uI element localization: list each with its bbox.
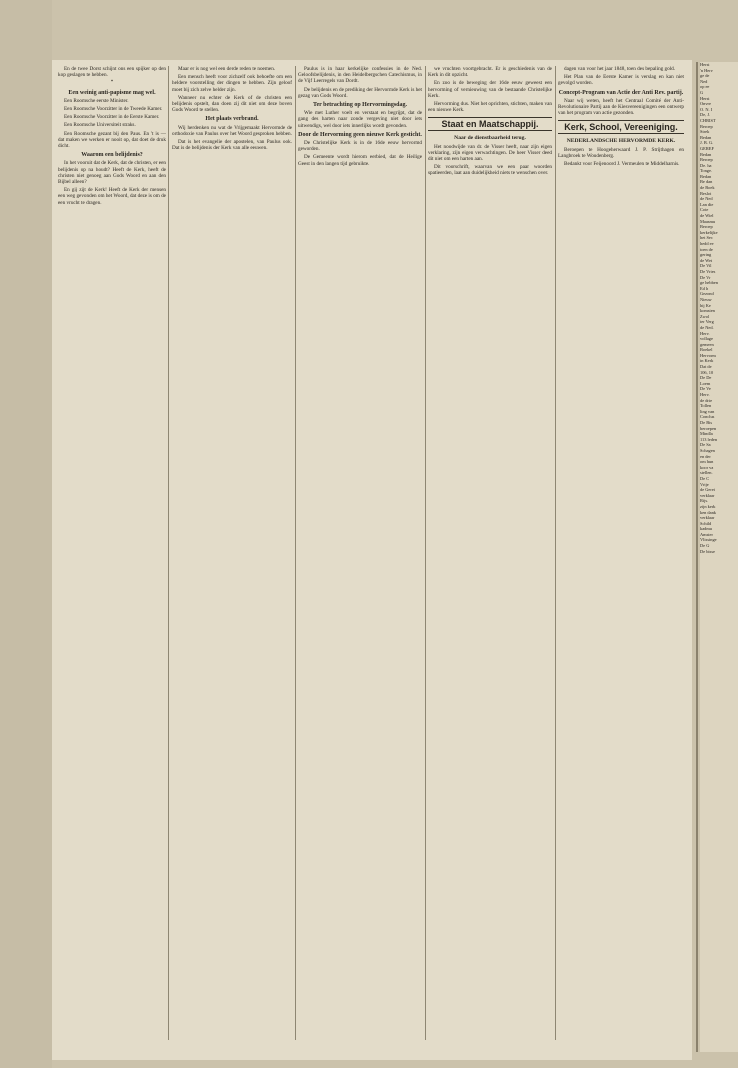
- col2-body-1: Een mensch heeft voor zichzelf ook behoefte om een heldere voorstelling der dingen te hebben. Zijn geloof moet bij zich zelve helder zijn.: [172, 74, 292, 93]
- column-rule: [168, 66, 169, 1040]
- strip-line: Rijs.: [700, 498, 709, 504]
- strip-line: Beroep: [700, 224, 713, 230]
- strip-line: koor va: [700, 464, 714, 470]
- col4-body-3: Het noodwijde van dr. de Visser heeft, naar zijn eigen verklaring, zijn eigen verwachtingen. De heer Visser deed dit niet om een harten aan.: [428, 143, 552, 163]
- strip-line: verklaar: [700, 492, 715, 498]
- col1-body-2: In het vooruit dat de Kerk, dat de christen, er een belijdenis op na houdt? Heeft de Kerk, heeft de christen niet genoeg aan Gods Woord en aan den Bijbel alleen?: [58, 160, 166, 186]
- strip-line: De bisse: [700, 548, 715, 554]
- strip-line: de Ned: [700, 196, 713, 202]
- strip-line: Onvre: [700, 101, 711, 107]
- col2-closing: Dat is het evangelie der apostelen, van Paulus ook. Dat is de belijdenis der Kerk van alle eeuwen.: [172, 139, 292, 152]
- strip-line: J. B. G.: [700, 140, 714, 146]
- strip-line: Beslot: [700, 190, 712, 196]
- col3-body-1: De belijdenis en de prediking der Hervormde Kerk is het gezag van Gods Woord.: [298, 86, 422, 99]
- strip-line: Tonge.: [700, 168, 713, 174]
- strip-line: beroepen: [700, 425, 717, 431]
- strip-line: Vlissinge: [700, 537, 717, 543]
- strip-line: hedd ee: [700, 241, 714, 246]
- col5-body-2: Naar wij weten, heeft het Centraal Comité der Anti-Revolutionaire Partij aan de Kiesvereenigingen een ontwerp van het program van actie gezonden.: [558, 97, 684, 117]
- strip-line: komsten: [700, 308, 715, 314]
- strip-line: Herst: [700, 62, 710, 67]
- col5-heading-1: Concept-Program van Actie der Anti Rev. partij.: [558, 89, 684, 96]
- strip-line: en der: [700, 453, 711, 459]
- strip-line: verklaar: [700, 515, 715, 521]
- strip-line: Ed h: [700, 285, 709, 291]
- strip-line: Gezond: [700, 291, 714, 297]
- strip-line: Strek: [700, 129, 710, 135]
- divider-star: *: [110, 80, 114, 86]
- strip-line: De Bis: [700, 420, 713, 425]
- col1-heading-1: Een weinig anti-papisme mag wel.: [68, 89, 156, 96]
- strip-line: ter Verg: [700, 319, 714, 325]
- strip-line: O. N. I: [700, 106, 713, 112]
- col5-closing: Bedankt voor Feijenoord J. Vermeulen te Middelharnis.: [564, 161, 680, 168]
- strip-line: de Boek: [700, 185, 715, 191]
- col3-closing: De Gemeente wordt hierom eerbied, dat de Heilige Geest in den langen tijd gebruikte.: [298, 154, 422, 167]
- strip-line: Mindla: [700, 431, 713, 437]
- strip-line: Maasmu: [700, 218, 716, 224]
- strip-line: Amster: [700, 531, 713, 537]
- strip-line: op ee: [700, 84, 710, 90]
- column-5: [558, 66, 684, 1040]
- strip-line: gemeen: [700, 341, 714, 347]
- strip-line: Herv.: [700, 330, 710, 336]
- strip-line: Bedan: [700, 151, 712, 157]
- strip-line: Be dan: [700, 179, 713, 185]
- strip-line: ling van: [700, 408, 715, 414]
- column-rule: [295, 66, 296, 1040]
- page-binding-edge: [0, 0, 52, 1068]
- col1-intro: En de twee Dorst schijnt ons een spijker op den kop geslagen te hebben.: [58, 66, 166, 79]
- strip-line: ge de: [700, 73, 710, 79]
- col1-list-item: Een Roomsche Voorzitter in de Eerste Kamer.: [64, 114, 160, 121]
- col1-body-1: Een Roomsche gezant bij den Paus. En 't is — dat maken we werken er nooit op, dat doet de druk dicht.: [58, 130, 166, 150]
- col3-body-2: Wie met Luther voelt en verstaat en begrijpt, dat de gang des harten naar zonde vergeving niet door iets uitwendigs, wel door iets innerlijks wordt gevonden.: [298, 110, 422, 129]
- strip-line: De. ha: [700, 162, 712, 168]
- col2-body-2: Wanneer nu echter de Kerk of de christen een belijdenis opstelt, dan doen zij dit niet om deze boven Gods Woord te stellen.: [172, 94, 292, 114]
- strip-line: de drie: [700, 397, 713, 403]
- strip-line: 106, 10: [700, 369, 714, 375]
- col5-calls: Beroepen te Hoogeherwaard J. P. Strijthagen en Langbroek te Woudenberg.: [558, 146, 684, 159]
- column-rule: [555, 66, 556, 1040]
- strip-line: Beroep: [700, 157, 713, 163]
- col4-closing: Dit voorschrift, waarvan we een paar woorden spatieerden, laat aan duidelijkheid niets te wenschen over.: [428, 164, 552, 177]
- adjacent-page-edge: [696, 62, 698, 1052]
- strip-line: Bedan: [700, 173, 712, 179]
- strip-line: kadmu: [700, 526, 712, 532]
- col4-body-2: Hervorming dus. Niet het oprichten, stichten, maken van een nieuwe Kerk.: [428, 101, 552, 114]
- strip-line: 'n Herv: [700, 67, 713, 73]
- strip-line: de Ned.: [700, 324, 714, 330]
- strip-line: Schild: [700, 520, 712, 526]
- strip-line: het Sec: [700, 235, 713, 241]
- section-heading-kerk: Kerk, School, Vereeniging.: [558, 120, 684, 134]
- strip-line: Herv.: [700, 392, 710, 398]
- strip-line: Ned: [700, 78, 708, 84]
- strip-line: De Vries: [700, 268, 716, 274]
- strip-line: Herst: [700, 95, 710, 101]
- col1-list-item: Een Roomsche eerste Minister.: [64, 97, 129, 104]
- col1-list-item: Een Roomsche Universiteit straks.: [64, 122, 136, 129]
- strip-line: Nieuw: [700, 296, 712, 302]
- strip-line: vollage: [700, 336, 713, 342]
- strip-line: Cote: [700, 207, 709, 213]
- strip-line: ge hebben: [700, 280, 718, 286]
- column-2: [172, 66, 292, 1040]
- strip-line: zijn kerk: [700, 503, 716, 509]
- strip-line: Lan die: [700, 201, 714, 207]
- col3-heading-2: Door de Hervorming geen nieuwe Kerk gesticht.: [298, 131, 422, 138]
- col1-list-item: Een Roomsche Voorzitter in de Tweede Kamer.: [64, 106, 163, 113]
- strip-line: kerkelijke: [700, 229, 718, 235]
- col5-intro: dagen van voor het jaar 1848, toen des bepaling gold.: [564, 66, 676, 72]
- strip-line: Loem: [700, 380, 711, 386]
- col2-body-3: Wij herdenken nu wat de Vrijgemaakt Hervormde de orthodoxie van Paulus over het Woord gesproken hebben.: [172, 124, 292, 137]
- strip-line: Boekel: [700, 347, 713, 353]
- col5-body-1: Het Plan van de Eerste Kamer is verslag en kan niet gevolgd worden.: [558, 74, 684, 87]
- strip-line: De Vil: [700, 263, 712, 269]
- strip-line: De C: [700, 475, 710, 481]
- strip-line: Zwol: [700, 313, 710, 319]
- column-1: [58, 66, 166, 1040]
- strip-line: De, J.: [700, 112, 711, 118]
- col2-intro: Maar er is nog wel een derde reden te noemen.: [178, 66, 276, 72]
- col2-heading: Het plaats verbrand.: [205, 116, 259, 123]
- strip-line: G: [700, 89, 704, 95]
- strip-line: 113 leden: [700, 436, 718, 442]
- column-3: [298, 66, 422, 1040]
- strip-line: Dat de: [700, 364, 712, 370]
- col4-intro: we vruchten voortgebracht. Er is geschiedenis van de Kerk in dit opzicht.: [428, 66, 552, 79]
- strip-line: Hervorm: [700, 352, 716, 358]
- strip-line: Schagen: [700, 447, 715, 453]
- col3-heading-1: Ter betrachting op Hervormingsdag.: [313, 102, 407, 109]
- strip-line: in Kerk: [700, 358, 714, 364]
- col1-closing: En gij zijt de Kerk! Heeft de Kerk der mensen een weg gevonden om het Woord, dat deze is om de een vrucht te dragen.: [58, 187, 166, 206]
- adjacent-page-strip: [700, 62, 738, 1052]
- strip-line: om hun: [700, 459, 714, 465]
- strip-line: de Wet: [700, 257, 713, 263]
- strip-line: GEREF: [700, 145, 714, 151]
- strip-line: stellen.: [700, 470, 713, 476]
- column-rule: [425, 66, 426, 1040]
- strip-line: De Sa: [700, 442, 711, 448]
- strip-line: De Ve: [700, 386, 711, 392]
- strip-line: toen de: [700, 246, 713, 252]
- strip-line: ken dank: [700, 509, 716, 515]
- strip-line: Bedan: [700, 134, 712, 140]
- strip-line: de Gerei: [700, 487, 715, 493]
- col1-heading-2: Waarom een belijdenis?: [81, 152, 143, 159]
- col3-body-3: De Christelijke Kerk is in de 16de eeuw hervormd geworden.: [298, 140, 422, 153]
- column-4: [428, 66, 552, 1040]
- strip-line: gering: [700, 252, 712, 258]
- newspaper-page: [52, 60, 692, 1060]
- col5-subheading: NEDERLANDSCHE HERVORMDE KERK.: [566, 138, 676, 145]
- strip-line: Tollen: [700, 403, 712, 409]
- col3-intro: Paulus is in haar kerkelijke confessies in de Ned. Geloofsbelijdenis, in den Heidelbergschen Catechismus, in de Vijf Leerregels van Dordt.: [298, 66, 422, 85]
- strip-line: de Wiel: [700, 213, 714, 219]
- strip-line: hij Ke: [700, 302, 711, 308]
- strip-line: Beroep: [700, 123, 713, 129]
- strip-line: De G: [700, 543, 710, 549]
- section-heading-staat: Staat en Maatschappij.: [428, 117, 552, 131]
- col4-subheading: Naar de dienstbaarheid terug.: [454, 135, 526, 142]
- strip-line: De Vr: [700, 274, 711, 280]
- strip-line: Vrije: [700, 481, 709, 487]
- strip-line: De De: [700, 375, 712, 381]
- strip-line: CHRIST: [700, 117, 716, 123]
- col4-body-1: En zoo is de beweging der 16de eeuw geweest een hervorming of vernieuwing van de bestaande Christelijke Kerk.: [428, 80, 552, 99]
- strip-line: Conclus: [700, 414, 715, 420]
